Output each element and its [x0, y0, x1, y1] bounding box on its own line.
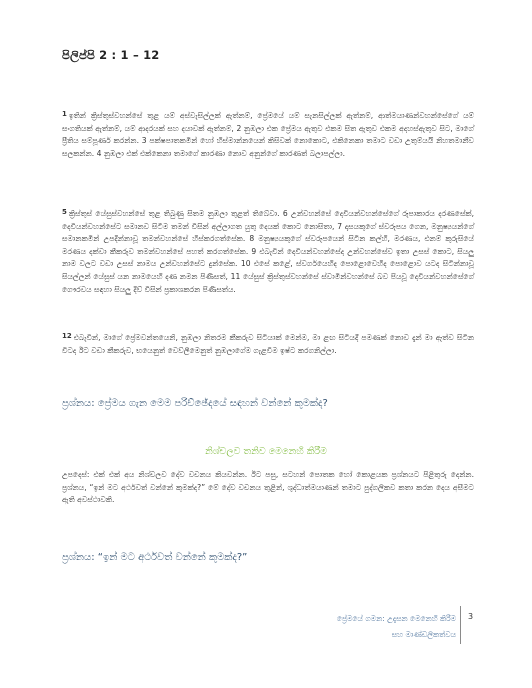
paragraph-text: ක්‍රිස්තුස් යේසුස්වහන්සේ තුළ තිබුණු සිතම නුඹලා තුළත් තිබේවා. 6 උන්වහන්සේ දෙවියන්වහන්සේගේ රූපාකාරය දරණසේක්, දෙවියන්වහන්සේට සමානව සිටීම තමන් විසින් අල්ලාගත යුතු දෙයක් කොට නොසිතා, 7 දාසයකුගේ ස්වරූපය ගෙන, මනුෂ්‍යයන්ගේ සමානකමින් උපදින්නාවූ තමන්වහන්සේ හිස්කරගත්සේක. 8 මනුෂ්‍යයකුගේ ස්වරූපයෙන් සිටින කල්හි, මරණය, එනම් කුරුසියේ මරණය දක්වා කීකරුව තමන්වහන්සේ පහත් කරගත්සේක. 9 එබැවින් දෙවියන්වහන්සේද උන්වහන්සේව ඉතා උසස් කොට, සියලු නාම වලට වඩා උසස් නාමය උන්වහන්සේට දුන්සේක. 10 එසේ කළේ, ස්වර්ගයෙහිද පොළොවෙහිද පොළොව යටද සිටින්නාවූ සියල්ලන් යේසුස් යන නාමයෙහි දණ නමන පිණිසත්, 11 යේසුස් ක්‍රිස්තුස්වහන්සේ ස්වාමින්වහන්සේ බව පියවූ දෙවියන්වහන්සේගේ ගෞරවය සඳහා සියලු දිව් විසින් ප්‍රකාශකරන පිණිසත්ය. — [62, 209, 474, 294]
page-number: 3 — [468, 612, 474, 621]
question-meaning: ප්‍රශ්නය: “ඉන් මට අර්ථවත් වන්නේ කුමක්ද?” — [62, 552, 248, 563]
scripture-paragraph — [62, 330, 474, 357]
scripture-paragraph — [62, 108, 474, 160]
verse-number: 1 — [62, 110, 67, 118]
footer-title-line2: සහ මාණ්ඩලිකත්වය — [391, 630, 456, 639]
footer-divider — [460, 606, 461, 644]
scripture-reference-heading: පිලිප්පි 2 : 1 – 12 — [62, 48, 160, 62]
paragraph-text: ඉතින් ක්‍රිස්තුස්වහන්සේ තුළ යම් අස්වැසිල්ලක් ඇත්නම්, ප්‍රේමයේ යම් සැනසිල්ලක් ඇත්නම්, ආත්මයාණන්වහන්සේගේ යම් සංගතියක් ඇත්නම්, යම් ආදරයක් සහ දයාවක් ඇත්නම්, 2 නුඹලා එක ප්‍රේමය ඇතුව එකම සිත ඇතුව එකම අදහස්ඇතුව සිට, මාගේ ප්‍රීතිය සම්පූර්ණ කරන්න. 3 පක්ෂපාතකමින් හෝ හිස්මාන්නයෙන් කිසිවක් නොකොට, එකිනෙකා තමාට වඩා උතුම්යයි නිහතමානීව සලකන්න. 4 නුඹලා එක් එක්කෙනා තමාගේ කාරණා නොව අනුන්ගේ කාරණත් බලාපල්ලා. — [62, 111, 474, 158]
footer-title-line1: ප්‍රේමයේ ගමන: උදැසන මෙනෙහි කිරීම — [336, 614, 456, 623]
scripture-paragraph — [62, 206, 474, 296]
section-title: නිශ්චලව තනිව මෙනෙහි කිරීම — [205, 446, 327, 457]
question-love: ප්‍රශ්නය: ප්‍රේමය ගැන මෙම පරිච්ඡේදයේ සඳහන් වන්නේ කුමක්ද? — [62, 398, 328, 409]
paragraph-text: එබැවින්, මාගේ ප්‍රේමවන්තයෙනි, නුඹලා නිතරම කීකරුව සිටියාක් මෙන්ම, මා ළඟ සිටියදී පමණක් නොව දැන් මා ඈත්ව සිටින විටද ඊට වඩා කීකරුව, භයෙනුත් වෙව්ලීමෙනුත් නුඹලාගේම ගැළවීම ඉෂ්ට කරගනිල්ලා. — [62, 333, 474, 355]
instructions-paragraph: උපදෙස්: එක් එක් අය නිශ්චලව දේව වචනය කියවන්න. ඊට පසු, සටහන් පොතක හෝ කොළයක ප්‍රශ්නයට පිළිතුරු දෙන්න. ප්‍රශ්නය, “ඉන් මට අර්ථවත් වන්නේ කුමක්ද?” මේ දේව වචනය තුළින්, ශුද්ධාත්මයාණන් තමාට පුද්ගලිකව කතා කරන දෙය අසීමට ඇති අවස්ථාවකි. — [62, 470, 474, 505]
verse-number: 5 — [62, 208, 67, 216]
verse-number: 12 — [62, 332, 72, 340]
